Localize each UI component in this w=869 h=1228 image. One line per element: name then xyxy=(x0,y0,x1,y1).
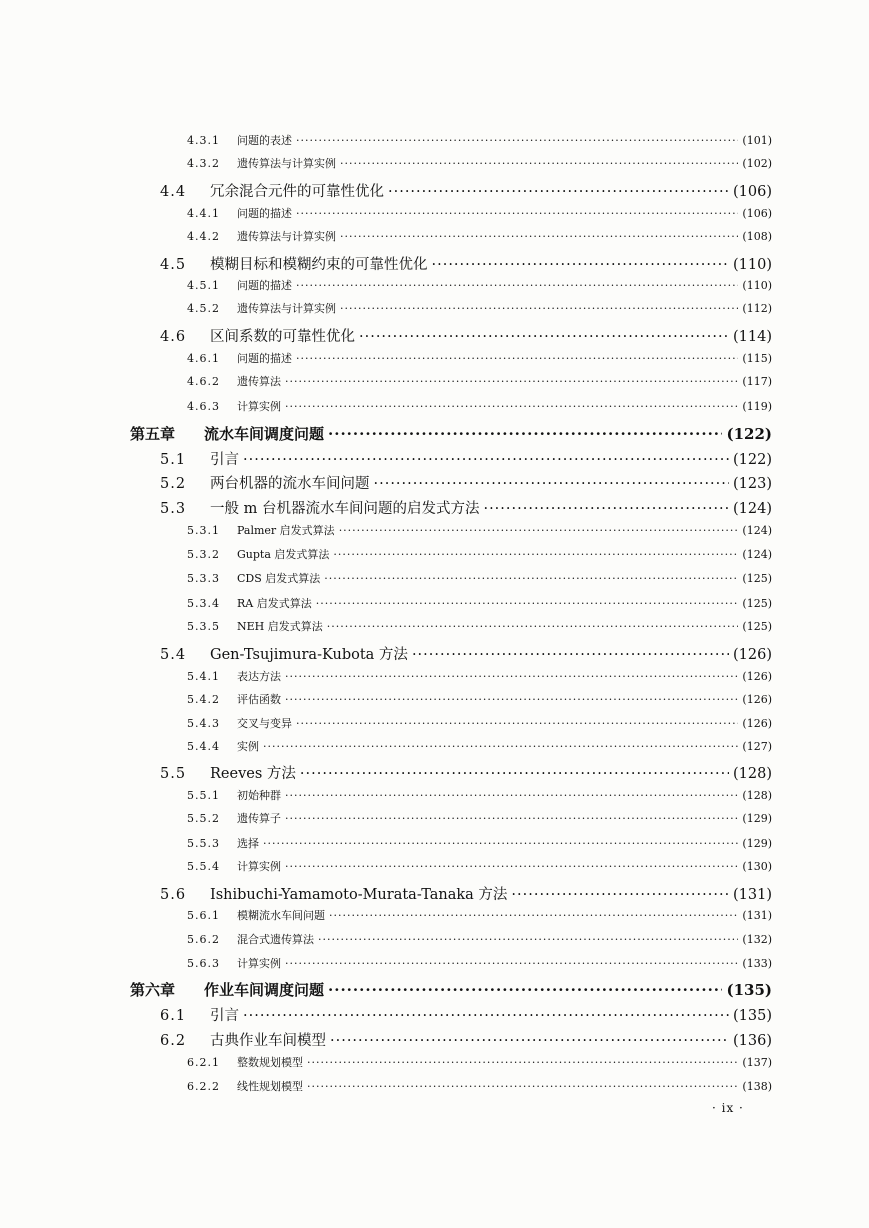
toc-subsection-entry xyxy=(187,570,772,586)
toc-subsection-entry xyxy=(187,228,772,244)
toc-section-entry xyxy=(160,643,772,663)
page-number: · ix · xyxy=(712,1101,744,1115)
entry-number: 5.5.4 xyxy=(187,860,220,873)
toc-subsection-entry xyxy=(187,907,772,923)
toc-subsection-entry xyxy=(187,618,772,634)
toc-subsection-entry xyxy=(187,205,772,221)
entry-number: 5.6.1 xyxy=(187,909,220,922)
toc-subsection-entry xyxy=(187,955,772,971)
entry-number: 4.3.1 xyxy=(187,134,220,147)
entry-number: 5.5 xyxy=(160,766,187,782)
entry-page: (133) xyxy=(742,957,772,970)
toc-section-entry xyxy=(160,497,772,517)
entry-title: Gen-Tsujimura-Kubota 方法 xyxy=(210,647,408,663)
entry-number: 5.4.1 xyxy=(187,670,220,683)
toc-subsection-entry xyxy=(187,398,772,414)
dot-leader xyxy=(432,257,730,273)
dot-leader xyxy=(285,670,738,683)
entry-title: 遗传算法 xyxy=(237,375,281,388)
dot-leader xyxy=(340,302,738,315)
entry-number: 5.2 xyxy=(160,476,187,492)
entry-title: 初始种群 xyxy=(237,789,281,802)
entry-page: (112) xyxy=(742,302,772,315)
dot-leader xyxy=(340,230,738,243)
dot-leader xyxy=(243,452,729,468)
toc-section-entry xyxy=(160,325,772,345)
entry-title: 线性规划模型 xyxy=(237,1080,303,1093)
dot-leader xyxy=(412,647,729,663)
entry-page: (128) xyxy=(733,766,772,782)
entry-number: 5.1 xyxy=(160,452,187,468)
entry-number: 5.5.3 xyxy=(187,837,220,850)
entry-page: (128) xyxy=(742,789,772,802)
entry-page: (127) xyxy=(742,740,772,753)
toc-subsection-entry xyxy=(187,668,772,684)
entry-number: 4.4.1 xyxy=(187,207,220,220)
entry-title: 问题的描述 xyxy=(237,279,292,292)
entry-number: 4.4.2 xyxy=(187,230,220,243)
entry-title: 遗传算子 xyxy=(237,812,281,825)
entry-number: 6.1 xyxy=(160,1008,187,1024)
toc-section-entry xyxy=(160,472,772,492)
entry-title: 两台机器的流水车间问题 xyxy=(210,476,370,492)
dot-leader xyxy=(296,207,738,220)
entry-title: NEH 启发式算法 xyxy=(237,620,323,633)
entry-page: (132) xyxy=(742,933,772,946)
entry-number: 4.6.3 xyxy=(187,400,220,413)
entry-number: 5.6.2 xyxy=(187,933,220,946)
dot-leader xyxy=(300,766,729,782)
entry-title: 整数规划模型 xyxy=(237,1056,303,1069)
entry-title: 引言 xyxy=(210,1008,239,1024)
entry-page: (135) xyxy=(726,981,772,999)
entry-page: (135) xyxy=(733,1008,772,1024)
entry-title: 交叉与变异 xyxy=(237,717,292,730)
toc-subsection-entry xyxy=(187,931,772,947)
entry-title: 表达方法 xyxy=(237,670,281,683)
entry-title: 计算实例 xyxy=(237,400,281,413)
entry-number: 5.4 xyxy=(160,647,187,663)
entry-title: 实例 xyxy=(237,740,259,753)
entry-page: (124) xyxy=(733,501,772,517)
dot-leader xyxy=(285,693,738,706)
dot-leader xyxy=(483,501,729,517)
dot-leader xyxy=(328,425,722,443)
entry-title: 计算实例 xyxy=(237,957,281,970)
entry-number: 4.5.1 xyxy=(187,279,220,292)
entry-page: (126) xyxy=(742,693,772,706)
dot-leader xyxy=(285,860,738,873)
entry-page: (123) xyxy=(733,476,772,492)
dot-leader xyxy=(340,157,738,170)
dot-leader xyxy=(324,572,738,585)
dot-leader xyxy=(316,597,739,610)
entry-number: 4.4 xyxy=(160,184,187,200)
toc-subsection-entry xyxy=(187,595,772,611)
entry-title: 评估函数 xyxy=(237,693,281,706)
entry-page: (124) xyxy=(742,524,772,537)
dot-leader xyxy=(263,740,738,753)
entry-number: 5.6 xyxy=(160,887,187,903)
toc-chapter-entry xyxy=(130,423,772,445)
entry-page: (110) xyxy=(733,257,772,273)
entry-number: 4.5.2 xyxy=(187,302,220,315)
entry-number: 5.3.1 xyxy=(187,524,220,537)
entry-number: 6.2.2 xyxy=(187,1080,220,1093)
dot-leader xyxy=(339,524,739,537)
entry-title: 遗传算法与计算实例 xyxy=(237,302,336,315)
entry-page: (126) xyxy=(742,717,772,730)
entry-title: RA 启发式算法 xyxy=(237,597,312,610)
entry-title: 区间系数的可靠性优化 xyxy=(210,329,355,345)
dot-leader xyxy=(388,184,729,200)
entry-page: (130) xyxy=(742,860,772,873)
entry-title: 模糊目标和模糊约束的可靠性优化 xyxy=(210,257,428,273)
entry-title: Gupta 启发式算法 xyxy=(237,548,330,561)
toc-subsection-entry xyxy=(187,300,772,316)
toc-section-entry xyxy=(160,762,772,782)
toc-subsection-entry xyxy=(187,1054,772,1070)
dot-leader xyxy=(285,400,738,413)
entry-title: 问题的描述 xyxy=(237,207,292,220)
entry-page: (129) xyxy=(742,837,772,850)
toc-subsection-entry xyxy=(187,373,772,389)
toc-section-entry xyxy=(160,448,772,468)
entry-title: 古典作业车间模型 xyxy=(210,1033,326,1049)
dot-leader xyxy=(333,548,738,561)
entry-number: 4.6.2 xyxy=(187,375,220,388)
toc-subsection-entry xyxy=(187,132,772,148)
entry-title: 冗余混合元件的可靠性优化 xyxy=(210,184,384,200)
entry-title: 问题的描述 xyxy=(237,352,292,365)
dot-leader xyxy=(263,837,738,850)
entry-title: Palmer 启发式算法 xyxy=(237,524,335,537)
entry-number: 6.2 xyxy=(160,1033,187,1049)
entry-page: (110) xyxy=(742,279,772,292)
entry-page: (106) xyxy=(742,207,772,220)
entry-page: (131) xyxy=(733,887,772,903)
toc-subsection-entry xyxy=(187,858,772,874)
dot-leader xyxy=(285,812,738,825)
toc-subsection-entry xyxy=(187,810,772,826)
entry-page: (137) xyxy=(742,1056,772,1069)
entry-title: Ishibuchi-Yamamoto-Murata-Tanaka 方法 xyxy=(210,887,508,903)
entry-title: CDS 启发式算法 xyxy=(237,572,321,585)
entry-page: (106) xyxy=(733,184,772,200)
toc-subsection-entry xyxy=(187,691,772,707)
toc-section-entry xyxy=(160,1029,772,1049)
entry-number: 第六章 xyxy=(130,981,176,999)
dot-leader xyxy=(296,352,738,365)
dot-leader xyxy=(374,476,730,492)
entry-number: 5.3.3 xyxy=(187,572,220,585)
entry-number: 5.3.4 xyxy=(187,597,220,610)
dot-leader xyxy=(511,887,729,903)
dot-leader xyxy=(307,1080,738,1093)
dot-leader xyxy=(330,1033,729,1049)
entry-page: (108) xyxy=(742,230,772,243)
toc-subsection-entry xyxy=(187,350,772,366)
dot-leader xyxy=(285,957,738,970)
entry-page: (125) xyxy=(742,620,772,633)
toc-chapter-entry xyxy=(130,979,772,1001)
entry-number: 5.4.2 xyxy=(187,693,220,706)
entry-page: (115) xyxy=(742,352,772,365)
entry-title: 选择 xyxy=(237,837,259,850)
entry-page: (125) xyxy=(742,597,772,610)
toc-subsection-entry xyxy=(187,738,772,754)
entry-number: 5.5.1 xyxy=(187,789,220,802)
entry-page: (124) xyxy=(742,548,772,561)
toc-subsection-entry xyxy=(187,522,772,538)
toc-subsection-entry xyxy=(187,1078,772,1094)
entry-page: (126) xyxy=(733,647,772,663)
entry-page: (138) xyxy=(742,1080,772,1093)
entry-page: (101) xyxy=(742,134,772,147)
toc-section-entry xyxy=(160,253,772,273)
entry-title: 计算实例 xyxy=(237,860,281,873)
toc-section-entry xyxy=(160,883,772,903)
entry-number: 5.5.2 xyxy=(187,812,220,825)
entry-page: (125) xyxy=(742,572,772,585)
dot-leader xyxy=(307,1056,738,1069)
entry-page: (129) xyxy=(742,812,772,825)
entry-number: 4.5 xyxy=(160,257,187,273)
entry-page: (102) xyxy=(742,157,772,170)
toc-subsection-entry xyxy=(187,155,772,171)
dot-leader xyxy=(329,909,738,922)
toc-section-entry xyxy=(160,1004,772,1024)
entry-page: (131) xyxy=(742,909,772,922)
dot-leader xyxy=(296,717,738,730)
dot-leader xyxy=(359,329,729,345)
entry-title: 引言 xyxy=(210,452,239,468)
entry-page: (136) xyxy=(733,1033,772,1049)
entry-title: 遗传算法与计算实例 xyxy=(237,157,336,170)
entry-page: (122) xyxy=(726,425,772,443)
entry-number: 4.3.2 xyxy=(187,157,220,170)
entry-title: 遗传算法与计算实例 xyxy=(237,230,336,243)
entry-number: 6.2.1 xyxy=(187,1056,220,1069)
entry-title: 一般 m 台机器流水车间问题的启发式方法 xyxy=(210,501,480,517)
entry-page: (122) xyxy=(733,452,772,468)
entry-page: (114) xyxy=(733,329,772,345)
entry-number: 4.6.1 xyxy=(187,352,220,365)
dot-leader xyxy=(285,375,738,388)
toc-subsection-entry xyxy=(187,835,772,851)
dot-leader xyxy=(243,1008,729,1024)
entry-title: 流水车间调度问题 xyxy=(204,425,325,443)
entry-page: (117) xyxy=(742,375,772,388)
entry-number: 5.6.3 xyxy=(187,957,220,970)
toc-subsection-entry xyxy=(187,787,772,803)
entry-page: (119) xyxy=(742,400,772,413)
entry-number: 4.6 xyxy=(160,329,187,345)
toc-section-entry xyxy=(160,180,772,200)
dot-leader xyxy=(296,279,738,292)
toc-subsection-entry xyxy=(187,715,772,731)
entry-title: 问题的表述 xyxy=(237,134,292,147)
entry-page: (126) xyxy=(742,670,772,683)
entry-title: 模糊流水车间问题 xyxy=(237,909,325,922)
dot-leader xyxy=(318,933,738,946)
entry-title: Reeves 方法 xyxy=(210,766,296,782)
dot-leader xyxy=(285,789,738,802)
entry-number: 5.3 xyxy=(160,501,187,517)
entry-title: 混合式遗传算法 xyxy=(237,933,314,946)
entry-number: 5.4.4 xyxy=(187,740,220,753)
dot-leader xyxy=(296,134,738,147)
entry-number: 第五章 xyxy=(130,425,176,443)
entry-number: 5.3.5 xyxy=(187,620,220,633)
entry-title: 作业车间调度问题 xyxy=(204,981,325,999)
dot-leader xyxy=(327,620,739,633)
toc-subsection-entry xyxy=(187,546,772,562)
toc-subsection-entry xyxy=(187,277,772,293)
dot-leader xyxy=(328,981,722,999)
entry-number: 5.3.2 xyxy=(187,548,220,561)
entry-number: 5.4.3 xyxy=(187,717,220,730)
